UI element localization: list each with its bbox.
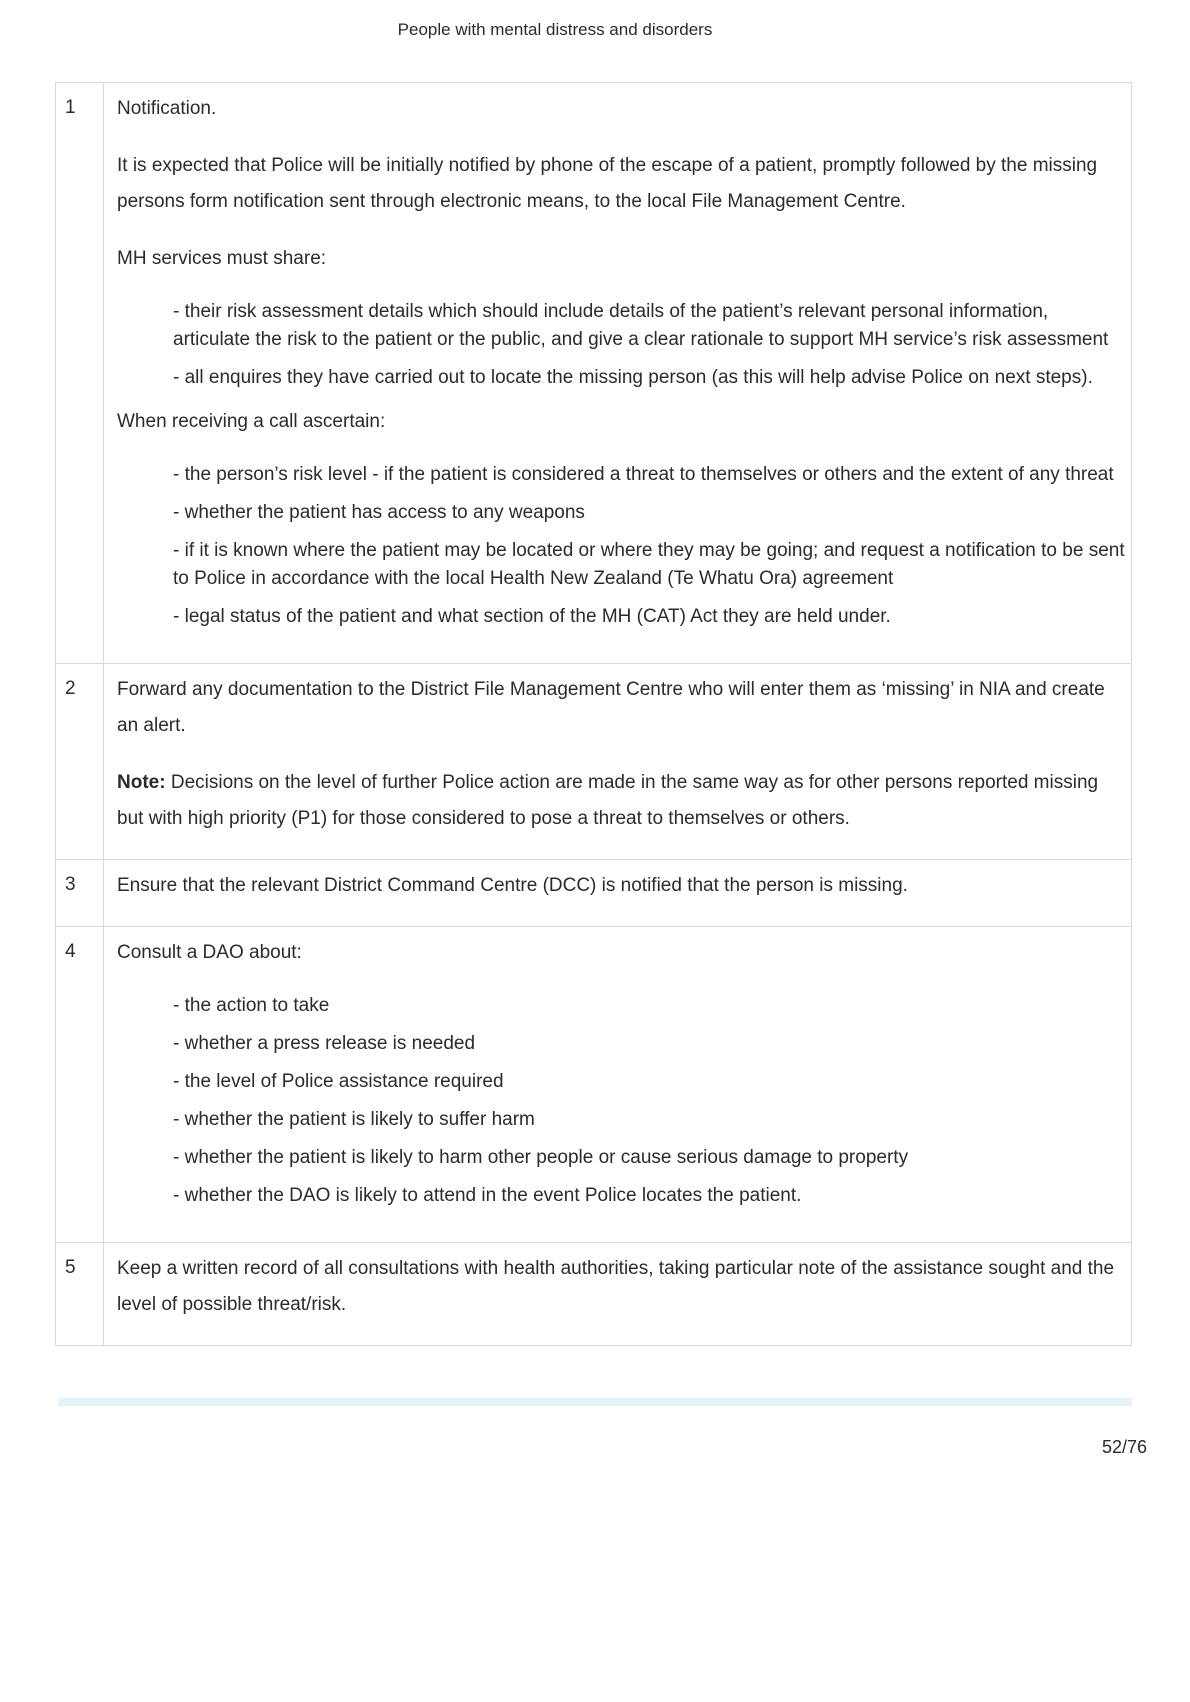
paragraph: MH services must share: <box>117 248 327 269</box>
paragraph: Consult a DAO about: <box>117 942 302 963</box>
paragraph: Forward any documentation to the District File Management Centre who will enter them as ‘missing’ in NIA and create an alert. <box>117 679 1105 736</box>
footer-accent-bar <box>58 1398 1132 1406</box>
table-row <box>56 664 1132 860</box>
paragraph: Ensure that the relevant District Command Centre (DCC) is notified that the person is missing. <box>117 875 908 896</box>
bullet-item: - whether the patient is likely to suffer harm <box>173 1109 535 1130</box>
step-content <box>104 927 1132 1243</box>
table-row <box>56 927 1132 1243</box>
bullet-item: - whether a press release is needed <box>173 1033 476 1054</box>
paragraph: It is expected that Police will be initially notified by phone of the escape of a patient, promptly followed by the missing persons form notification sent through electronic means, to the local File Management Centre. <box>117 155 1098 212</box>
paragraph: Notification. <box>117 98 217 119</box>
bullet-item: - all enquires they have carried out to locate the missing person (as this will help advise Police on next steps). <box>173 367 1093 388</box>
step-number: 3 <box>56 860 104 927</box>
step-content <box>104 664 1132 860</box>
step-number: 2 <box>56 664 104 860</box>
bullet-item: - their risk assessment details which should include details of the patient’s relevant personal information, articulate the risk to the patient or the public, and give a clear rationale to support MH service’s risk assessment <box>173 301 1109 350</box>
procedure-table <box>55 82 1132 1346</box>
bullet-item: - the person’s risk level - if the patient is considered a threat to themselves or others and the extent of any threat <box>173 464 1114 485</box>
step-content <box>104 83 1132 664</box>
page-number: 52/76 <box>1101 1437 1147 1457</box>
page-title: People with mental distress and disorders <box>397 20 713 39</box>
bullet-item: - whether the DAO is likely to attend in the event Police locates the patient. <box>173 1185 802 1206</box>
step-number: 5 <box>56 1243 104 1346</box>
note-label: Note: <box>117 772 166 793</box>
bullet-list <box>117 461 1127 631</box>
bullet-item: - the action to take <box>173 995 330 1016</box>
table-row <box>56 1243 1132 1346</box>
step-number: 1 <box>56 83 104 664</box>
procedure-table-body <box>56 83 1132 1346</box>
bullet-list <box>117 992 1127 1210</box>
bullet-item: - the level of Police assistance required <box>173 1071 504 1092</box>
bullet-list <box>117 298 1127 392</box>
table-row <box>56 83 1132 664</box>
step-content <box>104 1243 1132 1346</box>
table-row <box>56 860 1132 927</box>
paragraph: Keep a written record of all consultations with health authorities, taking particular note of the assistance sought and the level of possible threat/risk. <box>117 1258 1115 1315</box>
bullet-item: - whether the patient is likely to harm other people or cause serious damage to property <box>173 1147 909 1168</box>
bullet-item: - if it is known where the patient may be located or where they may be going; and request a notification to be sent to Police in accordance with the local Health New Zealand (Te Whatu Ora) agreement <box>173 540 1125 589</box>
bullet-item: - legal status of the patient and what section of the MH (CAT) Act they are held under. <box>173 606 891 627</box>
note-paragraph: Note: Decisions on the level of further Police action are made in the same way as for other persons reported missing but with high priority (P1) for those considered to pose a threat to themselves or others. <box>117 772 1099 829</box>
bullet-item: - whether the patient has access to any weapons <box>173 502 585 523</box>
step-content <box>104 860 1132 927</box>
paragraph: When receiving a call ascertain: <box>117 411 386 432</box>
step-number: 4 <box>56 927 104 1243</box>
